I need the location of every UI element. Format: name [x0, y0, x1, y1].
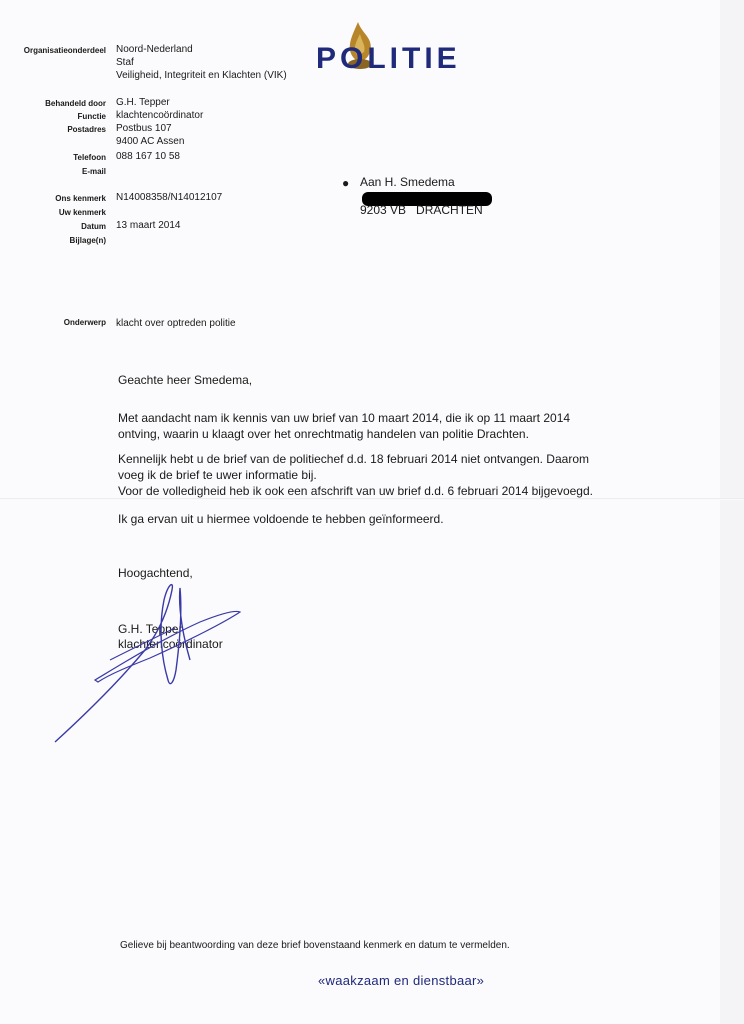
logo-wordmark: POLITIE — [316, 42, 461, 75]
politie-logo — [316, 18, 496, 78]
functie-label: Functie — [77, 112, 106, 121]
footer-note: Gelieve bij beantwoording van deze brief bovenstaand kenmerk en datum te vermelden. — [120, 940, 510, 951]
slogan: «waakzaam en dienstbaar» — [318, 973, 485, 988]
recipient-name: Aan H. Smedema — [360, 175, 455, 189]
ons-kenmerk-label: Ons kenmerk — [55, 194, 106, 203]
subject-value: klacht over optreden politie — [116, 318, 236, 329]
datum-label: Datum — [81, 222, 106, 231]
signer-name: G.H. Tepper — [118, 622, 183, 636]
postadres-label: Postadres — [67, 125, 106, 134]
functie-value: klachtencoördinator — [116, 110, 204, 121]
paragraph-3: Ik ga ervan uit u hiermee voldoende te hebben geïnformeerd. — [118, 512, 444, 526]
org-block — [0, 44, 330, 84]
datum-value: 13 maart 2014 — [116, 220, 181, 231]
contact-block — [0, 97, 330, 177]
paragraph-2a: Kennelijk hebt u de brief van de politiechef d.d. 18 februari 2014 niet ontvangen. Daarom voeg ik de brief te uwer informatie bij. — [118, 452, 589, 482]
handwritten-signature — [50, 570, 250, 750]
paragraph-2b: Voor de volledigheid heb ik ook een afschrift van uw brief d.d. 6 februari 2014 bijgevoegd. — [118, 484, 593, 498]
telefoon-value: 088 167 10 58 — [116, 151, 180, 162]
recipient-city: 9203 VB DRACHTEN — [360, 203, 483, 217]
org-line: Veiligheid, Integriteit en Klachten (VIK) — [116, 70, 287, 81]
bijlage-label: Bijlage(n) — [69, 236, 106, 245]
ons-kenmerk-value: N14008358/N14012107 — [116, 192, 223, 203]
salutation: Geachte heer Smedema, — [118, 373, 253, 387]
uw-kenmerk-label: Uw kenmerk — [58, 208, 106, 217]
postadres-line: 9400 AC Assen — [116, 136, 185, 147]
email-label: E-mail — [81, 167, 106, 176]
org-line: Staf — [116, 57, 134, 68]
behandeld-value: G.H. Tepper — [116, 97, 170, 108]
signer-function: klachtencoördinator — [118, 637, 223, 651]
closing: Hoogachtend, — [118, 566, 193, 580]
paragraph-1: Met aandacht nam ik kennis van uw brief van 10 maart 2014, die ik op 11 maart 2014 ontving, waarin u klaagt over het onrechtmatig handelen van politie Drachten. — [118, 411, 571, 441]
paper-fold-line — [0, 498, 744, 500]
behandeld-label: Behandeld door — [45, 99, 106, 108]
org-label: Organisatieonderdeel — [23, 46, 106, 55]
bullet-icon: ● — [342, 176, 350, 190]
org-line: Noord-Nederland — [116, 44, 193, 55]
postadres-line: Postbus 107 — [116, 123, 172, 134]
subject-label: Onderwerp — [63, 318, 106, 327]
telefoon-label: Telefoon — [73, 153, 106, 162]
reference-block — [0, 192, 330, 252]
